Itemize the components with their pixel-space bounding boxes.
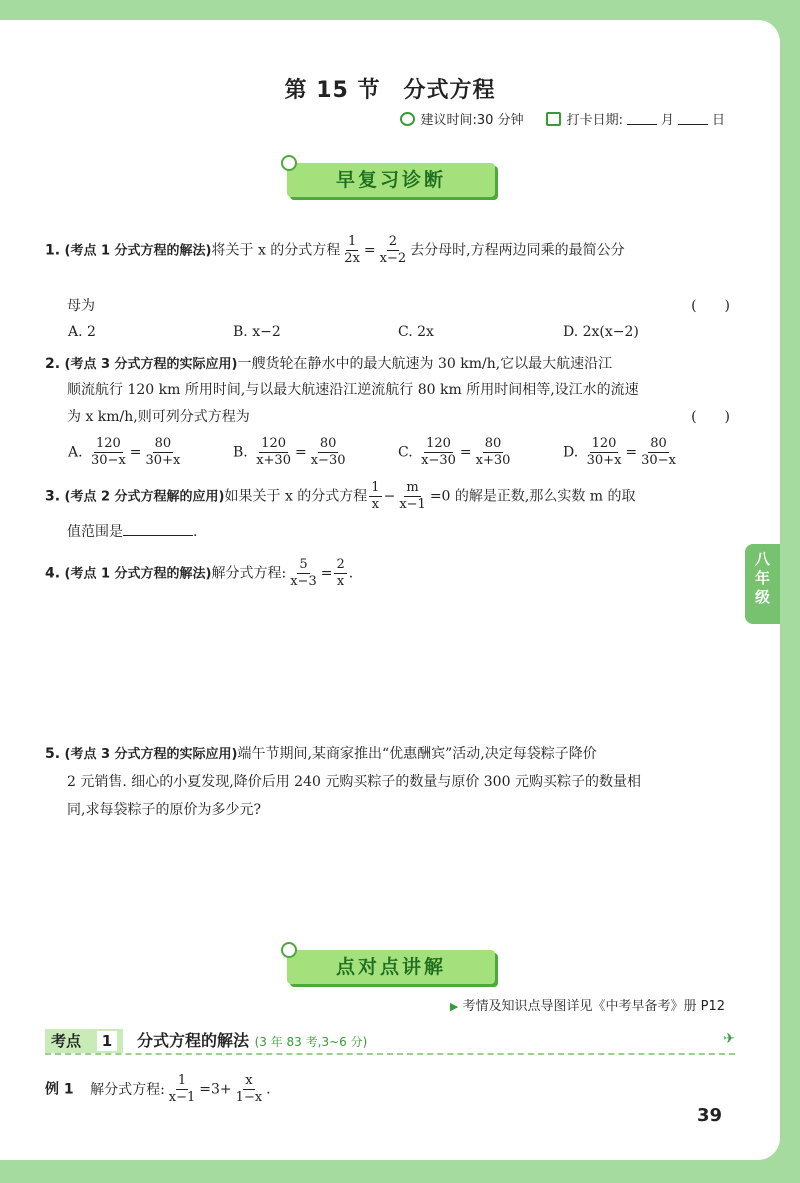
question-number: 4. [45,565,61,582]
denominator: 30+x [145,453,181,468]
example-text: 解分式方程: [90,1081,165,1098]
numerator: x [245,1073,253,1088]
question-number: 3. [45,488,61,505]
knowledge-point-title [137,1029,367,1054]
option-label: C. [398,444,413,461]
numerator: 120 [261,436,286,451]
numerator: 120 [95,436,121,451]
alarm-clock-icon [400,112,415,126]
denominator: x [336,574,345,589]
reference-text: 考情及知识点导图详见《中考早备考》册 P12 [462,999,725,1014]
question-3 [45,480,730,513]
hook-icon [281,942,297,958]
grade-tab-char: 八 [754,550,770,568]
denominator: x+30 [475,453,511,468]
fraction [334,557,346,590]
fraction [397,480,428,513]
fraction [369,480,381,513]
denominator: 1−x [235,1090,263,1105]
calendar-icon [546,112,561,126]
numerator: 80 [484,436,502,451]
question-knowledge-point: (考点 3 分式方程的实际应用) [64,357,238,372]
denominator: x−30 [310,453,346,468]
option-d[interactable]: D. 2x(x−2) [563,324,639,340]
option-label: D. [563,444,579,461]
grade-tab-char: 级 [754,588,770,606]
section-banner-explanation [287,950,495,984]
question-text: 去分母时,方程两边同乘的最简公分 [410,242,625,259]
answer-blank[interactable] [123,535,193,536]
question-1-options [68,324,728,340]
section-banner-review [287,163,495,197]
numerator: 80 [650,436,667,451]
fraction [585,436,624,469]
page-title: 第 15 节 分式方程 [284,78,496,103]
option-a[interactable]: A. $\frac{120}{30-x}$ = $\frac{80}{30+x}$ [68,436,181,468]
denominator: 30−x [641,453,676,468]
question-text: 同,求每袋粽子的原价为多少元? [67,802,261,818]
fraction [254,436,293,469]
denominator: 30−x [91,453,126,468]
denominator: x [371,497,380,512]
numerator: 120 [591,436,617,451]
day-blank[interactable] [678,112,708,125]
question-1 [45,234,730,267]
page-number: 39 [696,1105,722,1126]
question-2-line3 [45,407,730,427]
question-knowledge-point: (考点 2 分式方程解的应用) [64,489,225,505]
option-d[interactable]: D. $\frac{120}{30+x}$ = $\frac{80}{30-x}$ [563,436,676,468]
fraction [288,557,319,590]
denominator: x−2 [379,251,407,266]
checkin-date-label: 打卡日期: [566,113,623,128]
numerator: 80 [154,436,172,451]
numerator: 2 [336,557,345,572]
denominator: x−3 [290,574,317,589]
question-knowledge-point: (考点 1 分式方程的解法) [64,566,212,582]
question-2-options [68,436,728,469]
period: . [348,565,354,582]
suggested-time: 建议时间:30 分钟 [420,113,524,128]
option-a[interactable]: A. 2 [68,324,96,340]
question-1-line2 [45,296,730,316]
month-label: 月 [660,113,674,128]
fraction [474,436,513,469]
numerator: 2 [388,234,398,249]
denominator: 30+x [586,453,622,468]
reference-note [450,995,725,1014]
section-title-explanation: 点对点讲解 [335,956,446,978]
numerator: 1 [371,480,380,495]
section-title-review: 早复习诊断 [335,169,446,191]
period: . [193,524,198,540]
answer-parentheses[interactable]: ( ) [691,298,730,314]
example-1 [45,1073,271,1106]
denominator: x−1 [399,497,426,512]
denominator: x−1 [168,1090,196,1105]
denominator: 2x [344,251,360,266]
fraction [234,1073,265,1106]
question-2-line2 [45,380,730,400]
question-knowledge-point: (考点 3 分式方程的实际应用) [64,747,238,762]
question-text: 母为 [67,298,95,314]
question-text: 一艘货轮在静水中的最大航速为 30 km/h,它以最大航速沿江 [237,356,613,372]
fraction [144,436,183,469]
header-meta [400,109,725,128]
knowledge-point-header [45,1029,735,1055]
month-blank[interactable] [627,112,657,125]
option-b[interactable]: B. $\frac{120}{x+30}$ = $\frac{80}{x-30}$ [233,436,346,468]
equals-sign: = [363,242,376,259]
option-c[interactable]: C. 2x [398,324,434,340]
question-4 [45,557,730,590]
equation-middle: =3+ [199,1081,232,1098]
option-c[interactable]: C. $\frac{120}{x-30}$ = $\frac{80}{x+30}$ [398,436,511,468]
question-text: 顺流航行 120 km 所用时间,与以最大航速沿江逆流航行 80 km 所用时间相等,设江水的流速 [67,382,639,398]
question-text: 端午节期间,某商家推出“优惠酬宾”活动,决定每袋粽子降价 [237,746,597,762]
knowledge-point-tag [45,1029,123,1053]
question-number: 1. [45,242,61,259]
numerator: 5 [299,557,308,572]
knowledge-point-number: 1 [97,1031,117,1051]
numerator: 80 [319,436,337,451]
minus-sign: − [383,488,396,505]
fraction [167,1073,198,1106]
option-b[interactable]: B. x−2 [233,324,281,340]
period: . [266,1081,271,1098]
grade-tab-char: 年 [754,569,770,587]
question-5-line2 [45,772,730,792]
question-number: 5. [45,746,61,762]
numerator: 1 [347,234,357,249]
knowledge-point-stats: (3 年 83 考,3~6 分) [254,1035,368,1049]
example-label: 例 1 [45,1081,74,1098]
fraction [639,436,678,469]
grade-tab[interactable] [745,544,780,624]
knowledge-point-title-text: 分式方程的解法 [137,1031,250,1050]
question-text: 如果关于 x 的分式方程 [224,488,368,505]
question-2 [45,354,730,375]
page [0,20,780,1160]
fraction [342,234,362,267]
question-text: 2 元销售. 细心的小夏发现,降价后用 240 元购买粽子的数量与原价 300 元购买粽子的数量相 [67,774,641,790]
option-label: A. [68,444,83,461]
question-3-line2 [45,522,730,542]
denominator: x−30 [421,453,456,468]
fraction [89,436,128,469]
question-number: 2. [45,356,61,372]
fraction [419,436,458,469]
numerator: 1 [177,1073,187,1088]
paper-plane-icon: ✈ [723,1031,735,1047]
fraction [378,234,409,267]
question-text: 将关于 x 的分式方程 [211,242,341,259]
knowledge-point-label: 考点 [51,1032,82,1050]
equals-sign: = [320,565,333,582]
question-knowledge-point: (考点 1 分式方程的解法) [64,243,212,259]
denominator: x+30 [256,453,291,468]
question-text: =0 的解是正数,那么实数 m 的取 [429,488,636,505]
numerator: 120 [426,436,451,451]
hook-icon [281,155,297,171]
question-text: 为 x km/h,则可列分式方程为 [67,409,250,425]
option-label: B. [233,444,248,461]
question-text: 解分式方程: [211,565,287,582]
day-label: 日 [711,113,725,128]
numerator: m [406,480,419,495]
question-5 [45,744,730,765]
answer-parentheses[interactable]: ( ) [691,409,730,425]
fraction [309,436,348,469]
question-5-line3 [45,800,730,820]
question-text: 值范围是 [67,524,123,540]
play-arrow-icon: ▶ [449,1000,459,1013]
